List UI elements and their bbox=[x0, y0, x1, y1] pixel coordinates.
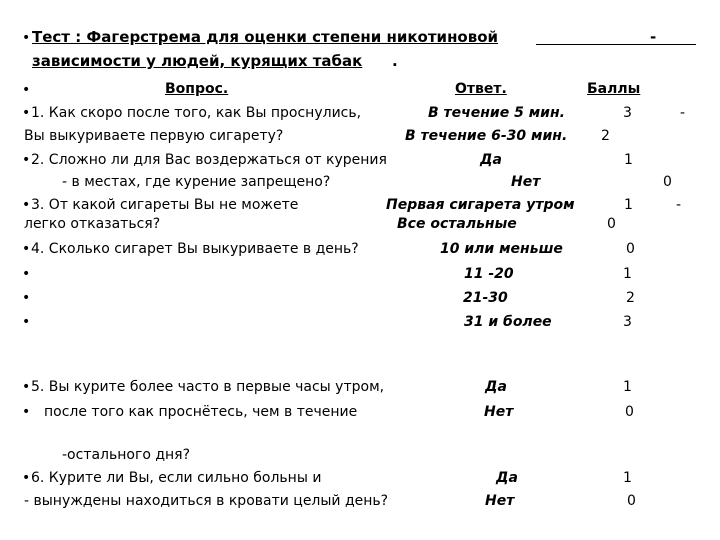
q1-line-1: 1. Как скоро после того, как Вы проснулись, bbox=[31, 105, 362, 121]
bullet: • bbox=[22, 197, 31, 213]
q6-answer-1: Да bbox=[496, 470, 518, 486]
q1-answer-1: В течение 5 мин. bbox=[428, 105, 565, 121]
q3-line-2: легко отказаться? bbox=[24, 216, 161, 232]
q6-answer-2: Нет bbox=[485, 493, 515, 509]
q4-points-4: 3 bbox=[623, 314, 632, 330]
title-dot: . bbox=[392, 52, 398, 70]
q3-points-2: 0 bbox=[607, 216, 616, 232]
q6-points-1: 1 bbox=[623, 470, 632, 486]
bullet: • bbox=[22, 266, 31, 282]
q2-points-1: 1 bbox=[624, 152, 633, 168]
q6-line-1: 6. Курите ли Вы, если сильно больны и bbox=[31, 470, 322, 486]
q3-points-1: 1 bbox=[624, 197, 633, 213]
q4-points-3: 2 bbox=[626, 290, 635, 306]
q1-answer-2: В течение 6-30 мин. bbox=[405, 128, 568, 144]
q5-answer-2: Нет bbox=[484, 404, 514, 420]
q5-answer-1: Да bbox=[485, 379, 507, 395]
q3-dash: - bbox=[676, 197, 682, 213]
q4-answer-4: 31 и более bbox=[464, 314, 552, 330]
q2-answer-2: Нет bbox=[511, 174, 541, 190]
q5-line-1: 5. Вы курите более часто в первые часы утром, bbox=[31, 379, 385, 395]
q1-line-2: Вы выкуриваете первую сигарету? bbox=[24, 128, 284, 144]
q4-answer-1: 10 или меньше bbox=[440, 241, 563, 257]
bullet: • bbox=[22, 404, 31, 420]
q2-answer-1: Да bbox=[480, 152, 502, 168]
q1-points-2: 2 bbox=[601, 128, 610, 144]
q4-answer-3: 21-30 bbox=[463, 290, 508, 306]
q4-points-1: 0 bbox=[626, 241, 635, 257]
title-underline-extension bbox=[536, 44, 696, 45]
title-line-1: Тест : Фагерстрема для оценки степени никотиновой bbox=[32, 28, 499, 46]
q5-line-3: -остального дня? bbox=[62, 447, 191, 463]
q6-points-2: 0 bbox=[627, 493, 636, 509]
bullet: • bbox=[22, 241, 31, 257]
title-dash: - bbox=[650, 28, 657, 46]
bullet: • bbox=[22, 470, 31, 486]
q5-line-2: после того как проснётесь, чем в течение bbox=[44, 404, 358, 420]
q1-dash: - bbox=[680, 105, 686, 121]
q1-points-1: 3 bbox=[623, 105, 632, 121]
bullet: • bbox=[22, 290, 31, 306]
bullet: • bbox=[22, 152, 31, 168]
q3-answer-2: Все остальные bbox=[397, 216, 517, 232]
q2-line-1: 2. Сложно ли для Вас воздержаться от курения bbox=[31, 152, 387, 168]
header-question: Вопрос. bbox=[165, 81, 229, 97]
bullet: • bbox=[22, 314, 31, 330]
title-line-2: зависимости у людей, курящих табак bbox=[32, 52, 363, 70]
q3-line-1: 3. От какой сигареты Вы не можете bbox=[31, 197, 299, 213]
q4-answer-2: 11 -20 bbox=[464, 266, 514, 282]
q6-line-2: - вынуждены находиться в кровати целый день? bbox=[24, 493, 389, 509]
q4-line-1: 4. Сколько сигарет Вы выкуриваете в день? bbox=[31, 241, 359, 257]
q2-points-2: 0 bbox=[663, 174, 672, 190]
bullet: • bbox=[22, 30, 31, 46]
bullet: • bbox=[22, 105, 31, 121]
bullet: • bbox=[22, 379, 31, 395]
q4-points-2: 1 bbox=[623, 266, 632, 282]
bullet: • bbox=[22, 82, 31, 98]
q2-line-2: - в местах, где курение запрещено? bbox=[62, 174, 331, 190]
q3-answer-1: Первая сигарета утром bbox=[386, 197, 575, 213]
q5-points-1: 1 bbox=[623, 379, 632, 395]
header-answer: Ответ. bbox=[455, 81, 507, 97]
q5-points-2: 0 bbox=[625, 404, 634, 420]
header-points: Баллы bbox=[587, 81, 641, 97]
